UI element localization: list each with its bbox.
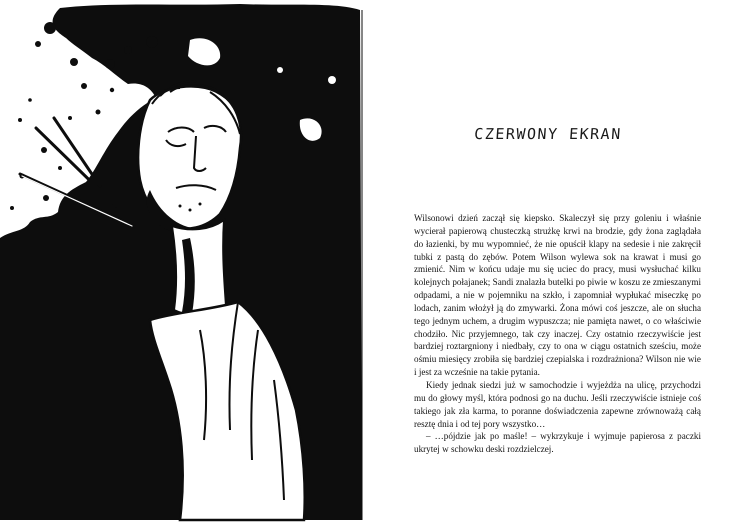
paragraph: – …pójdzie jak po maśle! – wykrzykuje i wyjmuje papierosa z paczki ukrytej w schowku deski rozdzielczej.	[414, 431, 701, 455]
chapter-title: CZERWONY EKRAN	[473, 125, 623, 143]
paragraph: Kiedy jednak siedzi już w samochodzie i wyjeżdża na ulicę, przychodzi mu do głowy myśl, która podnosi go na duchu. Jeśli rzeczywiście istnieje coś takiego jak zła karma, to poranne doświadczenia zapewne zrównoważą całą resztę dnia i od tej pory wszystko…	[414, 379, 701, 429]
paragraph: Wilsonowi dzień zaczął się kiepsko. Skaleczył się przy goleniu i właśnie wycierał papierową chusteczką strużkę krwi na brodzie, gdy żona zaglądała do łazienki, by mu wypomnieć, że nie opuścił klapy na sedesie i nie zakręcił tubki z pastą do zębów. Potem Wilson wylewa sok na krawat i musi go zmienić. Nim w końcu udaje mu się uciec do pracy, musi wysłuchać kilku kolejnych połajanek; Sandi znalazła butelki po piwie w koszu ze zmieszanymi odpadami, a nie w pojemniku na szkło, i zapomniał wypłukać miseczkę po lodach, zanim włożył ją do zmywarki. Żona mówi coś jeszcze, ale on słucha tego jednym uchem, a drugim wypuszcza; nie pamięta nawet, o co właściwie chodziło. Nic przyjemnego, tak czy inaczej. Czy ostatnio rzeczywiście jest bardziej roztargniony i niedbały, czy to ona w ciągu ostatnich sześciu, może ośmiu miesięcy zrobiła się bardziej czepialska i rozdrażniona? Wilson nie wie i jest za wcześnie na takie pytania.	[414, 213, 701, 378]
text-page	[366, 0, 730, 523]
body-text	[414, 212, 701, 456]
